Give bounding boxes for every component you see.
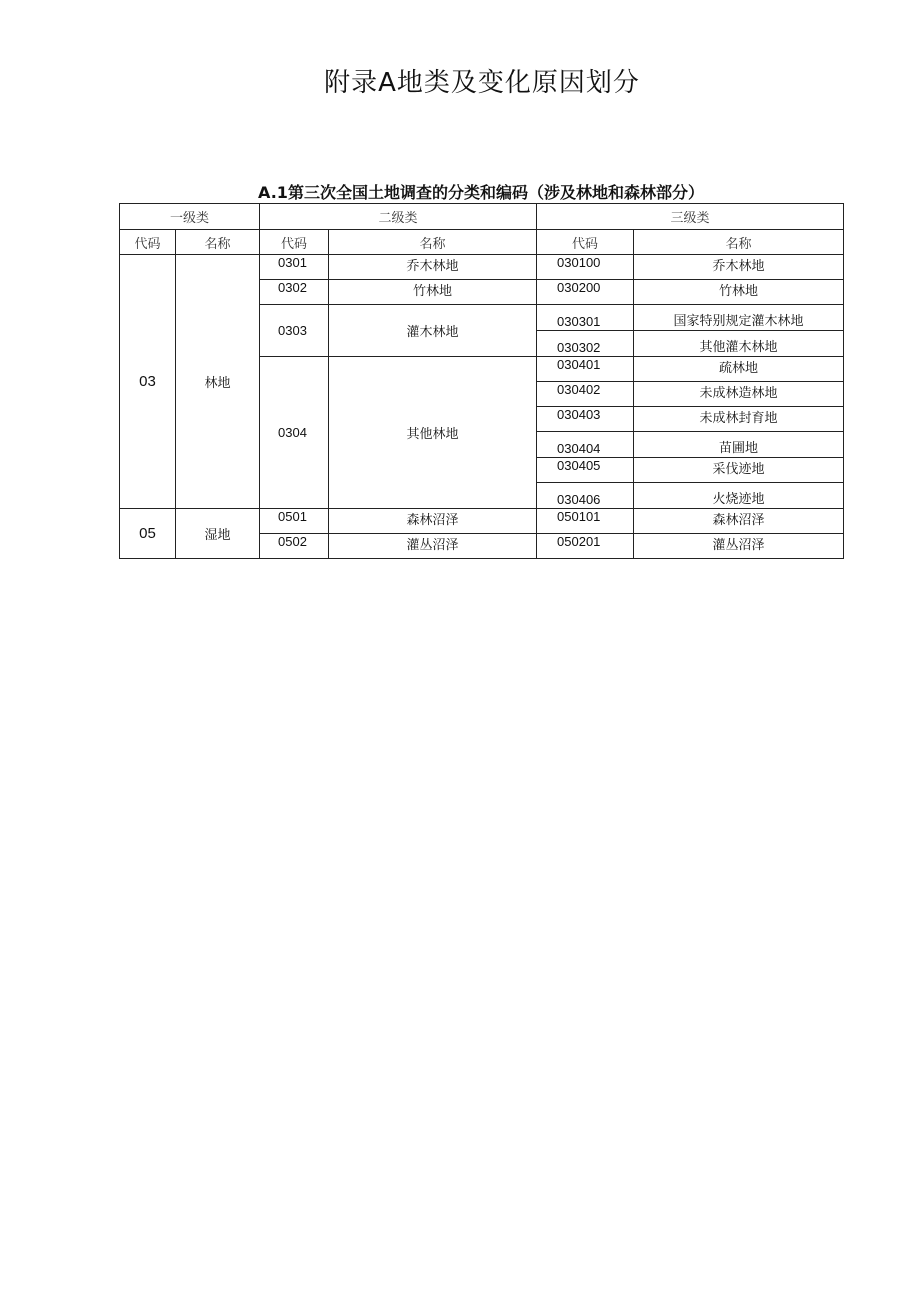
level3-name: 采伐迹地 (634, 458, 844, 483)
level3-code: 030404 (537, 432, 634, 458)
header-level2: 二级类 (260, 204, 537, 230)
header-level2-name: 名称 (329, 230, 537, 255)
header-level1-code: 代码 (120, 230, 176, 255)
level3-code: 050201 (537, 534, 634, 559)
level3-name: 未成林造林地 (634, 382, 844, 407)
level3-code: 030405 (537, 458, 634, 483)
level3-name: 其他灌木林地 (634, 331, 844, 357)
table-row (120, 255, 844, 280)
land-classification-table (119, 203, 844, 559)
level2-name: 森林沼泽 (329, 509, 537, 534)
level3-name: 国家特别规定灌木林地 (634, 305, 844, 331)
level3-code: 030403 (537, 407, 634, 432)
level3-code: 030301 (537, 305, 634, 331)
level2-name: 灌木林地 (329, 305, 537, 357)
level2-name: 灌丛沼泽 (329, 534, 537, 559)
level2-name: 竹林地 (329, 280, 537, 305)
level2-code: 0304 (260, 357, 329, 509)
level3-name: 疏林地 (634, 357, 844, 382)
level2-name: 乔木林地 (329, 255, 537, 280)
level3-code: 030100 (537, 255, 634, 280)
table-caption: A.1第三次全国土地调查的分类和编码（涉及林地和森林部分） (258, 183, 704, 202)
level3-name: 乔木林地 (634, 255, 844, 280)
level3-code: 030406 (537, 483, 634, 509)
level2-code: 0302 (260, 280, 329, 305)
level1-name: 湿地 (176, 509, 260, 559)
header-level1-name: 名称 (176, 230, 260, 255)
level2-name: 其他林地 (329, 357, 537, 509)
level3-code: 050101 (537, 509, 634, 534)
level2-code: 0303 (260, 305, 329, 357)
page-title: 附录A地类及变化原因划分 (324, 68, 640, 98)
level1-code: 05 (120, 509, 176, 559)
table-row (120, 509, 844, 534)
level3-code: 030302 (537, 331, 634, 357)
level3-code: 030401 (537, 357, 634, 382)
level3-code: 030200 (537, 280, 634, 305)
level3-name: 未成林封育地 (634, 407, 844, 432)
level1-code: 03 (120, 255, 176, 509)
header-level3-code: 代码 (537, 230, 634, 255)
level3-name: 苗圃地 (634, 432, 844, 458)
level3-name: 火烧迹地 (634, 483, 844, 509)
header-level3: 三级类 (537, 204, 844, 230)
header-level2-code: 代码 (260, 230, 329, 255)
header-level1: 一级类 (120, 204, 260, 230)
level3-name: 竹林地 (634, 280, 844, 305)
level3-code: 030402 (537, 382, 634, 407)
header-level3-name: 名称 (634, 230, 844, 255)
level1-name: 林地 (176, 255, 260, 509)
level3-name: 森林沼泽 (634, 509, 844, 534)
level2-code: 0502 (260, 534, 329, 559)
level2-code: 0301 (260, 255, 329, 280)
level2-code: 0501 (260, 509, 329, 534)
level3-name: 灌丛沼泽 (634, 534, 844, 559)
